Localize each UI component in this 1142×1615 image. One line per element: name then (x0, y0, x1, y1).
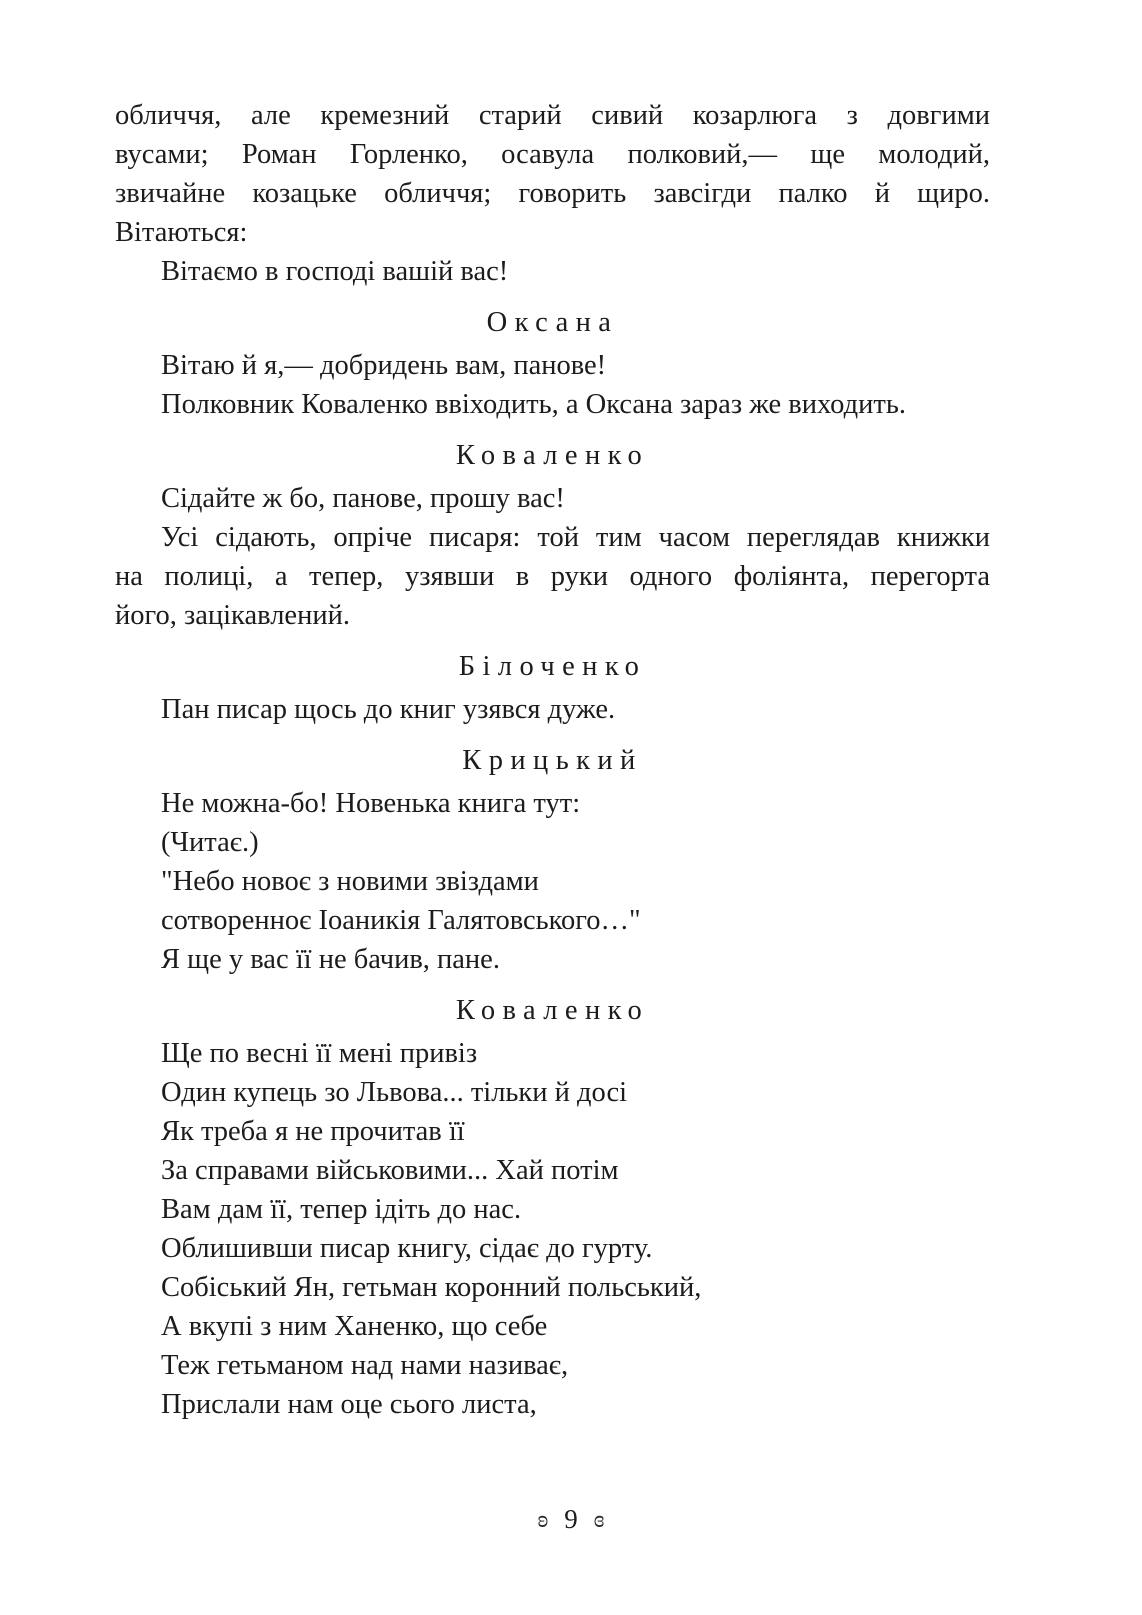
text-line: сотворенноє Іоаникія Галятовського…" (161, 905, 641, 936)
text-line: на полиці, а тепер, узявши в руки одного фоліянта, перегорта (115, 561, 990, 592)
footer-ornament-left-icon: ʚ (537, 1507, 549, 1533)
text-line: Ще по весні її мені привіз (161, 1038, 478, 1069)
text-line: Вітаю й я,— добридень вам, панове! (161, 350, 607, 381)
text-line: вусами; Роман Горленко, осавула полковий,— ще молодий, (115, 139, 990, 170)
character-name: Оксана (486, 307, 619, 338)
text-line: Вітаємо в господі вашій вас! (161, 256, 509, 287)
text-line: його, зацікавлений. (115, 600, 350, 631)
text-line: Полковник Коваленко ввіходить, а Оксана зараз же виходить. (161, 389, 906, 420)
text-line: Вітаються: (115, 217, 248, 248)
text-line: обличчя, але кремезний старий сивий козарлюга з довгими (115, 100, 990, 131)
text-line: Прислали нам оце сього листа, (161, 1389, 537, 1420)
text-line: Вам дам її, тепер ідіть до нас. (161, 1194, 522, 1225)
text-line: Усі сідають, опріче писаря: той тим часом переглядав книжки (161, 522, 990, 553)
character-name: Білоченко (458, 651, 647, 682)
character-name: Крицький (462, 745, 643, 776)
text-line: Сідайте ж бо, панове, прошу вас! (161, 483, 565, 514)
page-number: 9 (564, 1504, 578, 1534)
footer-ornament-right-icon: ɞ (593, 1507, 605, 1533)
text-line: Я ще у вас її не бачив, пане. (161, 944, 500, 975)
text-line: Облишивши писар книгу, сідає до гурту. (161, 1233, 653, 1264)
page-text (115, 96, 990, 1424)
text-line: (Читає.) (161, 827, 259, 858)
text-line: Теж гетьманом над нами називає, (161, 1350, 569, 1381)
character-name: Коваленко (455, 440, 650, 471)
page-footer (0, 1504, 1142, 1535)
text-line: Не можна-бо! Новенька книга тут: (161, 788, 581, 819)
text-line: "Небо новоє з новими звіздами (161, 866, 539, 897)
text-line: звичайне козацьке обличчя; говорить завсігди палко й щиро. (115, 178, 990, 209)
text-line: За справами військовими... Хай потім (161, 1155, 619, 1186)
text-line: Собіський Ян, гетьман коронний польський, (161, 1272, 702, 1303)
text-line: Один купець зо Львова... тільки й досі (161, 1077, 628, 1108)
character-name: Коваленко (455, 995, 650, 1026)
text-line: А вкупі з ним Ханенко, що себе (161, 1311, 548, 1342)
text-line: Як треба я не прочитав її (161, 1116, 465, 1147)
text-line: Пан писар щось до книг узявся дуже. (161, 694, 616, 725)
